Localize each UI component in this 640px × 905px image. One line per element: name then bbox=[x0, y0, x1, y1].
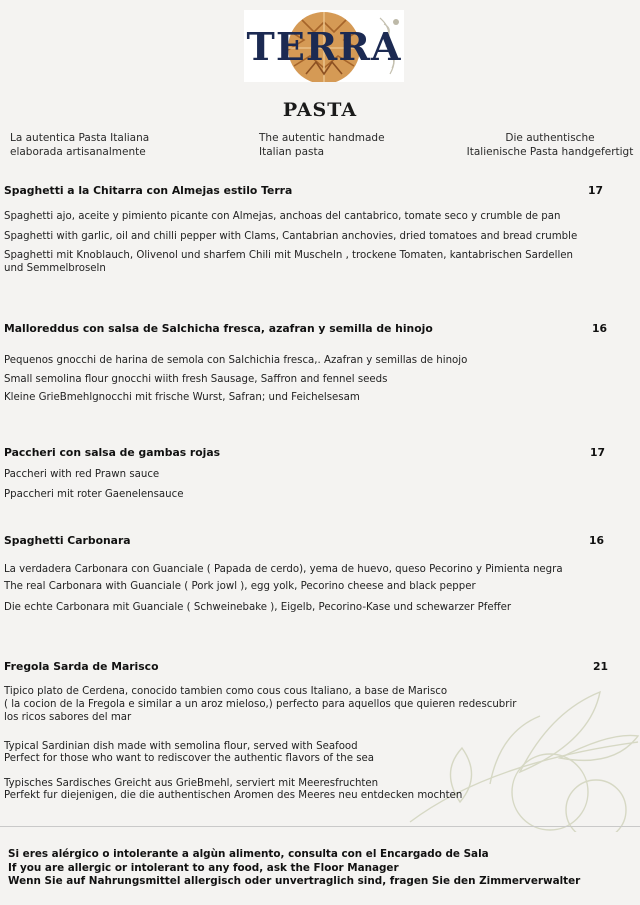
dish-description: ( la cocion de la Fregola e similar a un aroz mieloso,) perfecto para aquellos que quieren redescubrir bbox=[4, 699, 517, 710]
dish-name: Spaghetti Carbonara bbox=[4, 534, 131, 547]
menu-item bbox=[4, 322, 610, 403]
dish-description: los ricos sabores del mar bbox=[4, 712, 132, 723]
dish-description: Perfect for those who want to rediscover the authentic flavors of the sea bbox=[4, 753, 375, 764]
menu-item bbox=[4, 446, 610, 500]
logo bbox=[244, 10, 404, 82]
dish-description: Pequenos gnocchi de harina de semola con Salchichia fresca,. Azafran y semillas de hinojo bbox=[4, 355, 468, 366]
dish-name: Spaghetti a la Chitarra con Almejas estilo Terra bbox=[4, 184, 293, 197]
logo-text: TERRA bbox=[246, 24, 402, 69]
dish-description: und Semmelbroseln bbox=[4, 263, 106, 274]
allergy-notice: Wenn Sie auf Nahrungsmittel allergisch oder unvertraglich sind, fragen Sie den Zimmerverwalter bbox=[8, 875, 581, 887]
dish-name: Malloreddus con salsa de Salchicha fresca, azafran y semilla de hinojo bbox=[4, 322, 433, 335]
subtitle-line: Die authentische bbox=[505, 132, 595, 144]
dish-description: Ppaccheri mit roter Gaenelensauce bbox=[4, 489, 184, 500]
page-title: PASTA bbox=[282, 99, 358, 121]
dish-price: 21 bbox=[593, 660, 609, 673]
allergy-notice: Si eres alérgico o intolerante a algùn alimento, consulta con el Encargado de Sala bbox=[8, 848, 489, 860]
dish-price: 17 bbox=[590, 446, 606, 459]
dish-description: Typical Sardinian dish made with semolina flour, served with Seafood bbox=[4, 741, 358, 752]
dish-price: 16 bbox=[592, 322, 608, 335]
dish-description: Paccheri with red Prawn sauce bbox=[4, 469, 160, 480]
dish-description: The real Carbonara with Guanciale ( Pork jowl ), egg yolk, Pecorino cheese and black pepper bbox=[4, 581, 476, 592]
subtitle-german bbox=[460, 131, 640, 159]
dish-description: Spaghetti mit Knoblauch, Olivenol und sharfem Chili mit Muscheln , trockene Tomaten, kantabrischen Sardellen bbox=[4, 250, 573, 261]
dish-description: Kleine GrieBmehlgnocchi mit frische Wurst, Safran; und Feichelsesam bbox=[4, 392, 360, 403]
divider bbox=[0, 826, 640, 827]
dish-description: Small semolina flour gnocchi wiith fresh Sausage, Saffron and fennel seeds bbox=[4, 374, 388, 385]
dish-description: La verdadera Carbonara con Guanciale ( Papada de cerdo), yema de huevo, queso Pecorino y Pimienta negra bbox=[4, 564, 563, 575]
dish-description: Typisches Sardisches Greicht aus GrieBmehl, serviert mit Meeresfruchten bbox=[4, 778, 379, 789]
subtitle-line: The autentic handmade bbox=[259, 132, 385, 144]
menu-item bbox=[4, 660, 610, 801]
dish-description: Perfekt fur diejenigen, die die authentischen Aromen des Meeres neu entdecken mochten bbox=[4, 790, 463, 801]
dish-description: Die echte Carbonara mit Guanciale ( Schweinebake ), Eigelb, Pecorino-Kase und schewarzer Pfeffer bbox=[4, 602, 512, 613]
menu-item bbox=[4, 184, 610, 274]
dish-price: 17 bbox=[588, 184, 604, 197]
subtitle-english bbox=[259, 131, 439, 159]
allergy-notice: If you are allergic or intolerant to any food, ask the Floor Manager bbox=[8, 862, 399, 874]
dish-name: Paccheri con salsa de gambas rojas bbox=[4, 446, 221, 459]
dish-description: Spaghetti with garlic, oil and chilli pepper with Clams, Cantabrian anchovies, dried tomatoes and bread crumble bbox=[4, 231, 578, 242]
subtitle-line: Italian pasta bbox=[259, 146, 325, 158]
subtitle-line: elaborada artisanalmente bbox=[10, 146, 146, 158]
subtitle-line: La autentica Pasta Italiana bbox=[10, 132, 150, 144]
dish-price: 16 bbox=[589, 534, 605, 547]
subtitle-spanish bbox=[10, 131, 210, 159]
menu-item bbox=[4, 534, 610, 613]
dish-description: Spaghetti ajo, aceite y pimiento picante con Almejas, anchoas del cantabrico, tomate seco y crumble de pan bbox=[4, 211, 561, 222]
dish-name: Fregola Sarda de Marisco bbox=[4, 660, 159, 673]
subtitle-line: Italienische Pasta handgefertigt bbox=[466, 146, 634, 158]
dish-description: Tipico plato de Cerdena, conocido tambien como cous cous Italiano, a base de Marisco bbox=[4, 686, 448, 697]
